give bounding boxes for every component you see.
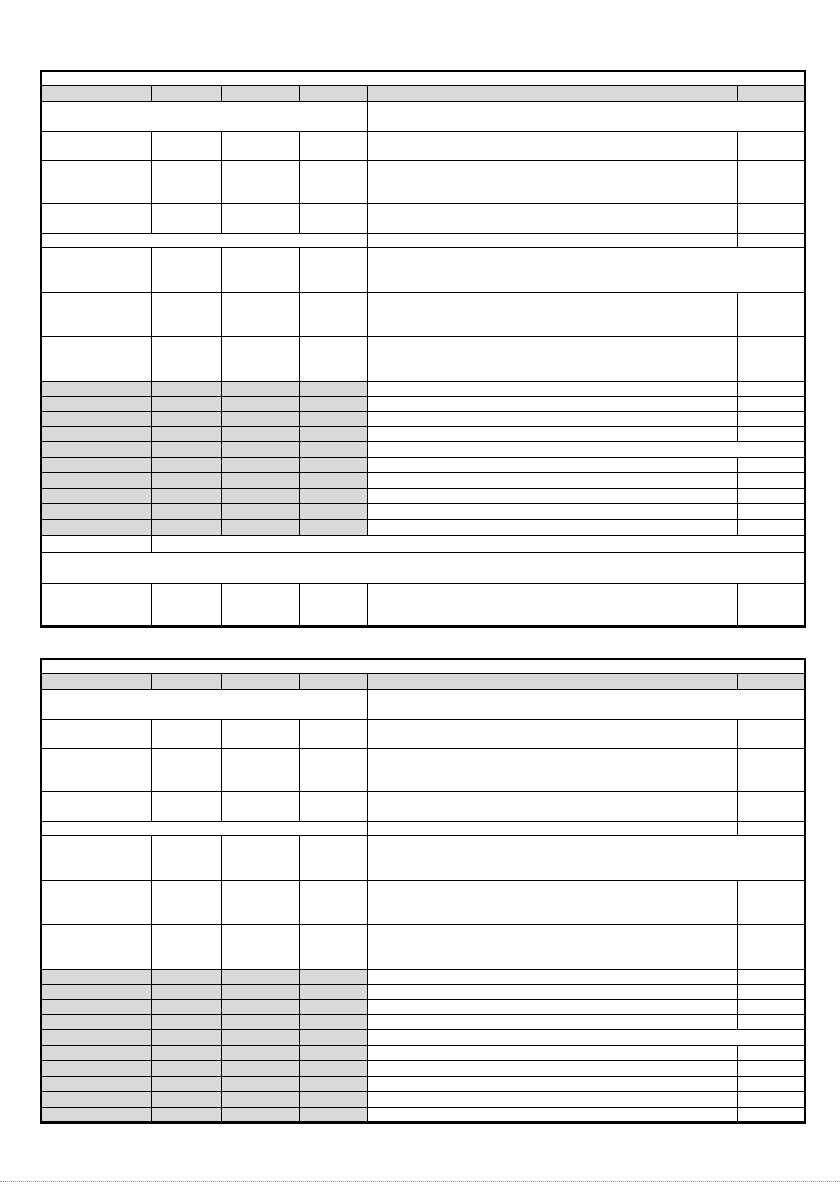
form-frame xyxy=(40,70,806,627)
row-rule xyxy=(40,627,806,628)
scan-edge-line xyxy=(0,1181,840,1182)
row-rule xyxy=(40,1123,806,1124)
form-frame xyxy=(40,658,806,1123)
lower-form-block xyxy=(40,658,806,1123)
upper-form-block xyxy=(40,70,806,627)
